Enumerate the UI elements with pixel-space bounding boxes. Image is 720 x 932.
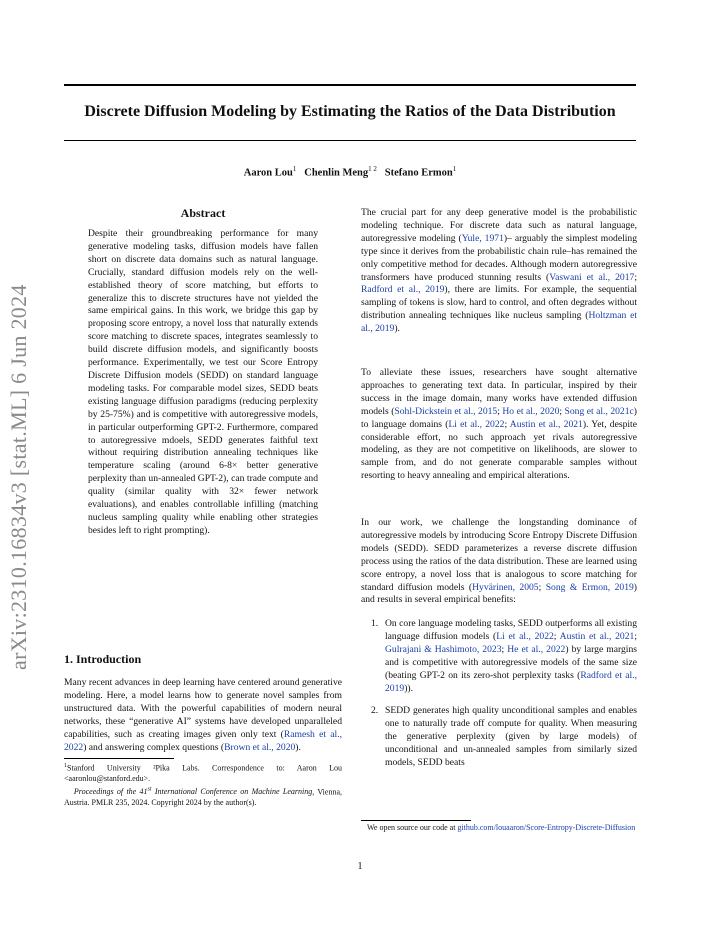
abstract-heading: Abstract (180, 206, 226, 220)
title-top-rule (64, 84, 636, 86)
author-name: Stefano Ermon (384, 167, 453, 179)
arxiv-identifier: arXiv:2310.16834v3 [stat.ML] 6 Jun 2024 (6, 284, 31, 670)
list-item: 1. On core language modeling tasks, SEDD outperforms all existing language diffusion models (Li et al., 2022; Austin et al., 2021; Gulrajani & Hashimoto, 2023; He et al., 2022) by large margins and is competitive with autoregressive models of the same size (beating GPT-2 on its zero-shot perplexity tasks (Radford et al., 2019)). (371, 618, 637, 694)
right-paragraph-1: The crucial part for any deep generative model is the probabilistic modeling technique. For discrete data such as natural language, autoregressive modeling (Yule, 1971)– arguably the simplest modeling type since it derives from the probabilistic chain rule–has remained the only competitive method for decades. Although modern autoregressive transformers have produced stunning results (Vaswani et al., 2017; Radford et al., 2019), there are limits. For example, the sequential sampling of tokens is slow, hard to control, and often degrades without distribution annealing techniques like nucleus sampling (Holtzman et al., 2019). (361, 207, 637, 335)
title-bottom-rule (64, 140, 636, 141)
author-name: Chenlin Meng (304, 167, 369, 179)
footnote-code-link: We open source our code at github.com/louaaron/Score-Entropy-Discrete-Diffusion (367, 823, 636, 832)
citation-link[interactable]: Sohl-Dickstein et al., 2015 (394, 405, 498, 417)
citation-link[interactable]: Austin et al., 2021 (559, 630, 635, 642)
abstract-text: Despite their groundbreaking performance for many generative modeling tasks, diffusion models have fallen short on discrete data domains such as natural language. Crucially, standard diffusion models rely on the well-established theory of score matching, but efforts to generalize this to discrete structures have not yielded the same empirical gains. In this work, we bridge this gap by proposing score entropy, a novel loss that naturally extends score matching to discrete spaces, integrates seamlessly to build discrete diffusion models, and significantly boosts performance. Experimentally, we test our Score Entropy Discrete Diffusion models (SEDD) on standard language modeling tasks. For comparable model sizes, SEDD beats existing language diffusion paradigms (reducing perplexity by 25-75%) and is competitive with autoregressive models, in particular outperforming GPT-2. Furthermore, compared to autoregressive mdoels, SEDD generates faithful text without requiring distribution annealing techniques like temperature scaling (around 6-8× better generative perplexity than un-annealed GPT-2), can trade compute and quality (similar quality with 32× fewer network evaluations), and enables controllable infilling (matching nucleus sampling quality while enabling other strategies besides left to right prompting). (88, 228, 318, 536)
citation-link[interactable]: Radford et al., 2019 (361, 284, 445, 296)
author-list (64, 165, 636, 179)
citation-link[interactable]: Hyvärinen, 2005 (472, 581, 539, 593)
citation-link[interactable]: Song & Ermon, 2019 (545, 581, 634, 593)
citation-link[interactable]: Ramesh et al., 2022 (64, 728, 342, 753)
citation-link[interactable]: Radford et al., 2019 (385, 669, 637, 694)
right-paragraph-3: In our work, we challenge the longstanding dominance of autoregressive models by introducing Score Entropy Discrete Diffusion models (SEDD). SEDD parameterizes a reverse discrete diffusion process using the ratios of the data distribution. These are learned using score entropy, a novel loss that is analogous to score matching for standard diffusion models (Hyvärinen, 2005; Song & Ermon, 2019) and results in several empirical benefits: (361, 517, 637, 606)
author-affiliation: 1 (292, 165, 297, 173)
code-repository-link[interactable]: github.com/louaaron/Score-Entropy-Discrete-Diffusion (457, 823, 636, 832)
right-paragraph-2: To alleviate these issues, researchers have sought alternative approaches to generating text data. In particular, inspired by their success in the image domain, many works have extended diffusion models (Sohl-Dickstein et al., 2015; Ho et al., 2020; Song et al., 2021c) to language domains (Li et al., 2022; Austin et al., 2021). Yet, despite considerable effort, no such approach yet rivals autoregressive modeling, as they are not competitive on likelihoods, are slower to sample from, and do not generate comparable samples without resorting to heavy annealing and empirical alterations. (361, 367, 637, 482)
citation-link[interactable]: Yule, 1971 (461, 232, 504, 244)
citation-link[interactable]: He et al., 2022 (507, 643, 566, 655)
footnote-rule (361, 820, 471, 821)
citation-link[interactable]: Li et al., 2022 (496, 630, 554, 642)
citation-link[interactable]: Li et al., 2022 (448, 418, 505, 430)
citation-link[interactable]: Vaswani et al., 2017 (549, 271, 635, 283)
citation-link[interactable]: Song et al., 2021c (564, 405, 634, 417)
footnote-rule (64, 758, 174, 759)
citation-link[interactable]: Gulrajani & Hashimoto, 2023 (385, 643, 502, 655)
paper-title: Discrete Diffusion Modeling by Estimating the Ratios of the Data Distribution (84, 103, 616, 120)
list-item: 2. SEDD generates high quality unconditional samples and enables one to naturally trade off compute for quality. When measuring the generative perplexity (given by large models) of unconditional and un-annealed samples from similarly sized models, SEDD beats (371, 705, 637, 769)
citation-link[interactable]: Austin et al., 2021 (509, 418, 583, 430)
section-heading-introduction: 1. Introduction (64, 652, 142, 666)
footnote-affiliations: $^1$Stanford University ²Pika Labs. Correspondence to: Aaron Lou <aaronlou@stanford.edu>. Proceedings of the 41st International Conference on Machine Learning, Vienna, Austria. PMLR 235, 2024. Copyright 2024 by the author(s). (64, 763, 343, 807)
author-affiliation: 1 (452, 165, 457, 173)
author-name: Aaron Lou (243, 167, 293, 179)
citation-link[interactable]: Ho et al., 2020 (502, 405, 560, 417)
benefits-list (361, 618, 637, 780)
intro-paragraph: Many recent advances in deep learning have centered around generative modeling. Here, a model learns how to generate novel samples from unstructured data. With the powerful capabilities of modern neural networks, these “generative AI” systems have developed unparalleled capabilities, such as creating images given only text (Ramesh et al., 2022) and answering complex questions (Brown et al., 2020). (64, 677, 342, 753)
citation-link[interactable]: Brown et al., 2020 (224, 741, 296, 753)
author-affiliation: 1 2 (368, 165, 377, 173)
page-number: 1 (357, 861, 363, 872)
citation-link[interactable]: Holtzman et al., 2019 (361, 310, 637, 335)
